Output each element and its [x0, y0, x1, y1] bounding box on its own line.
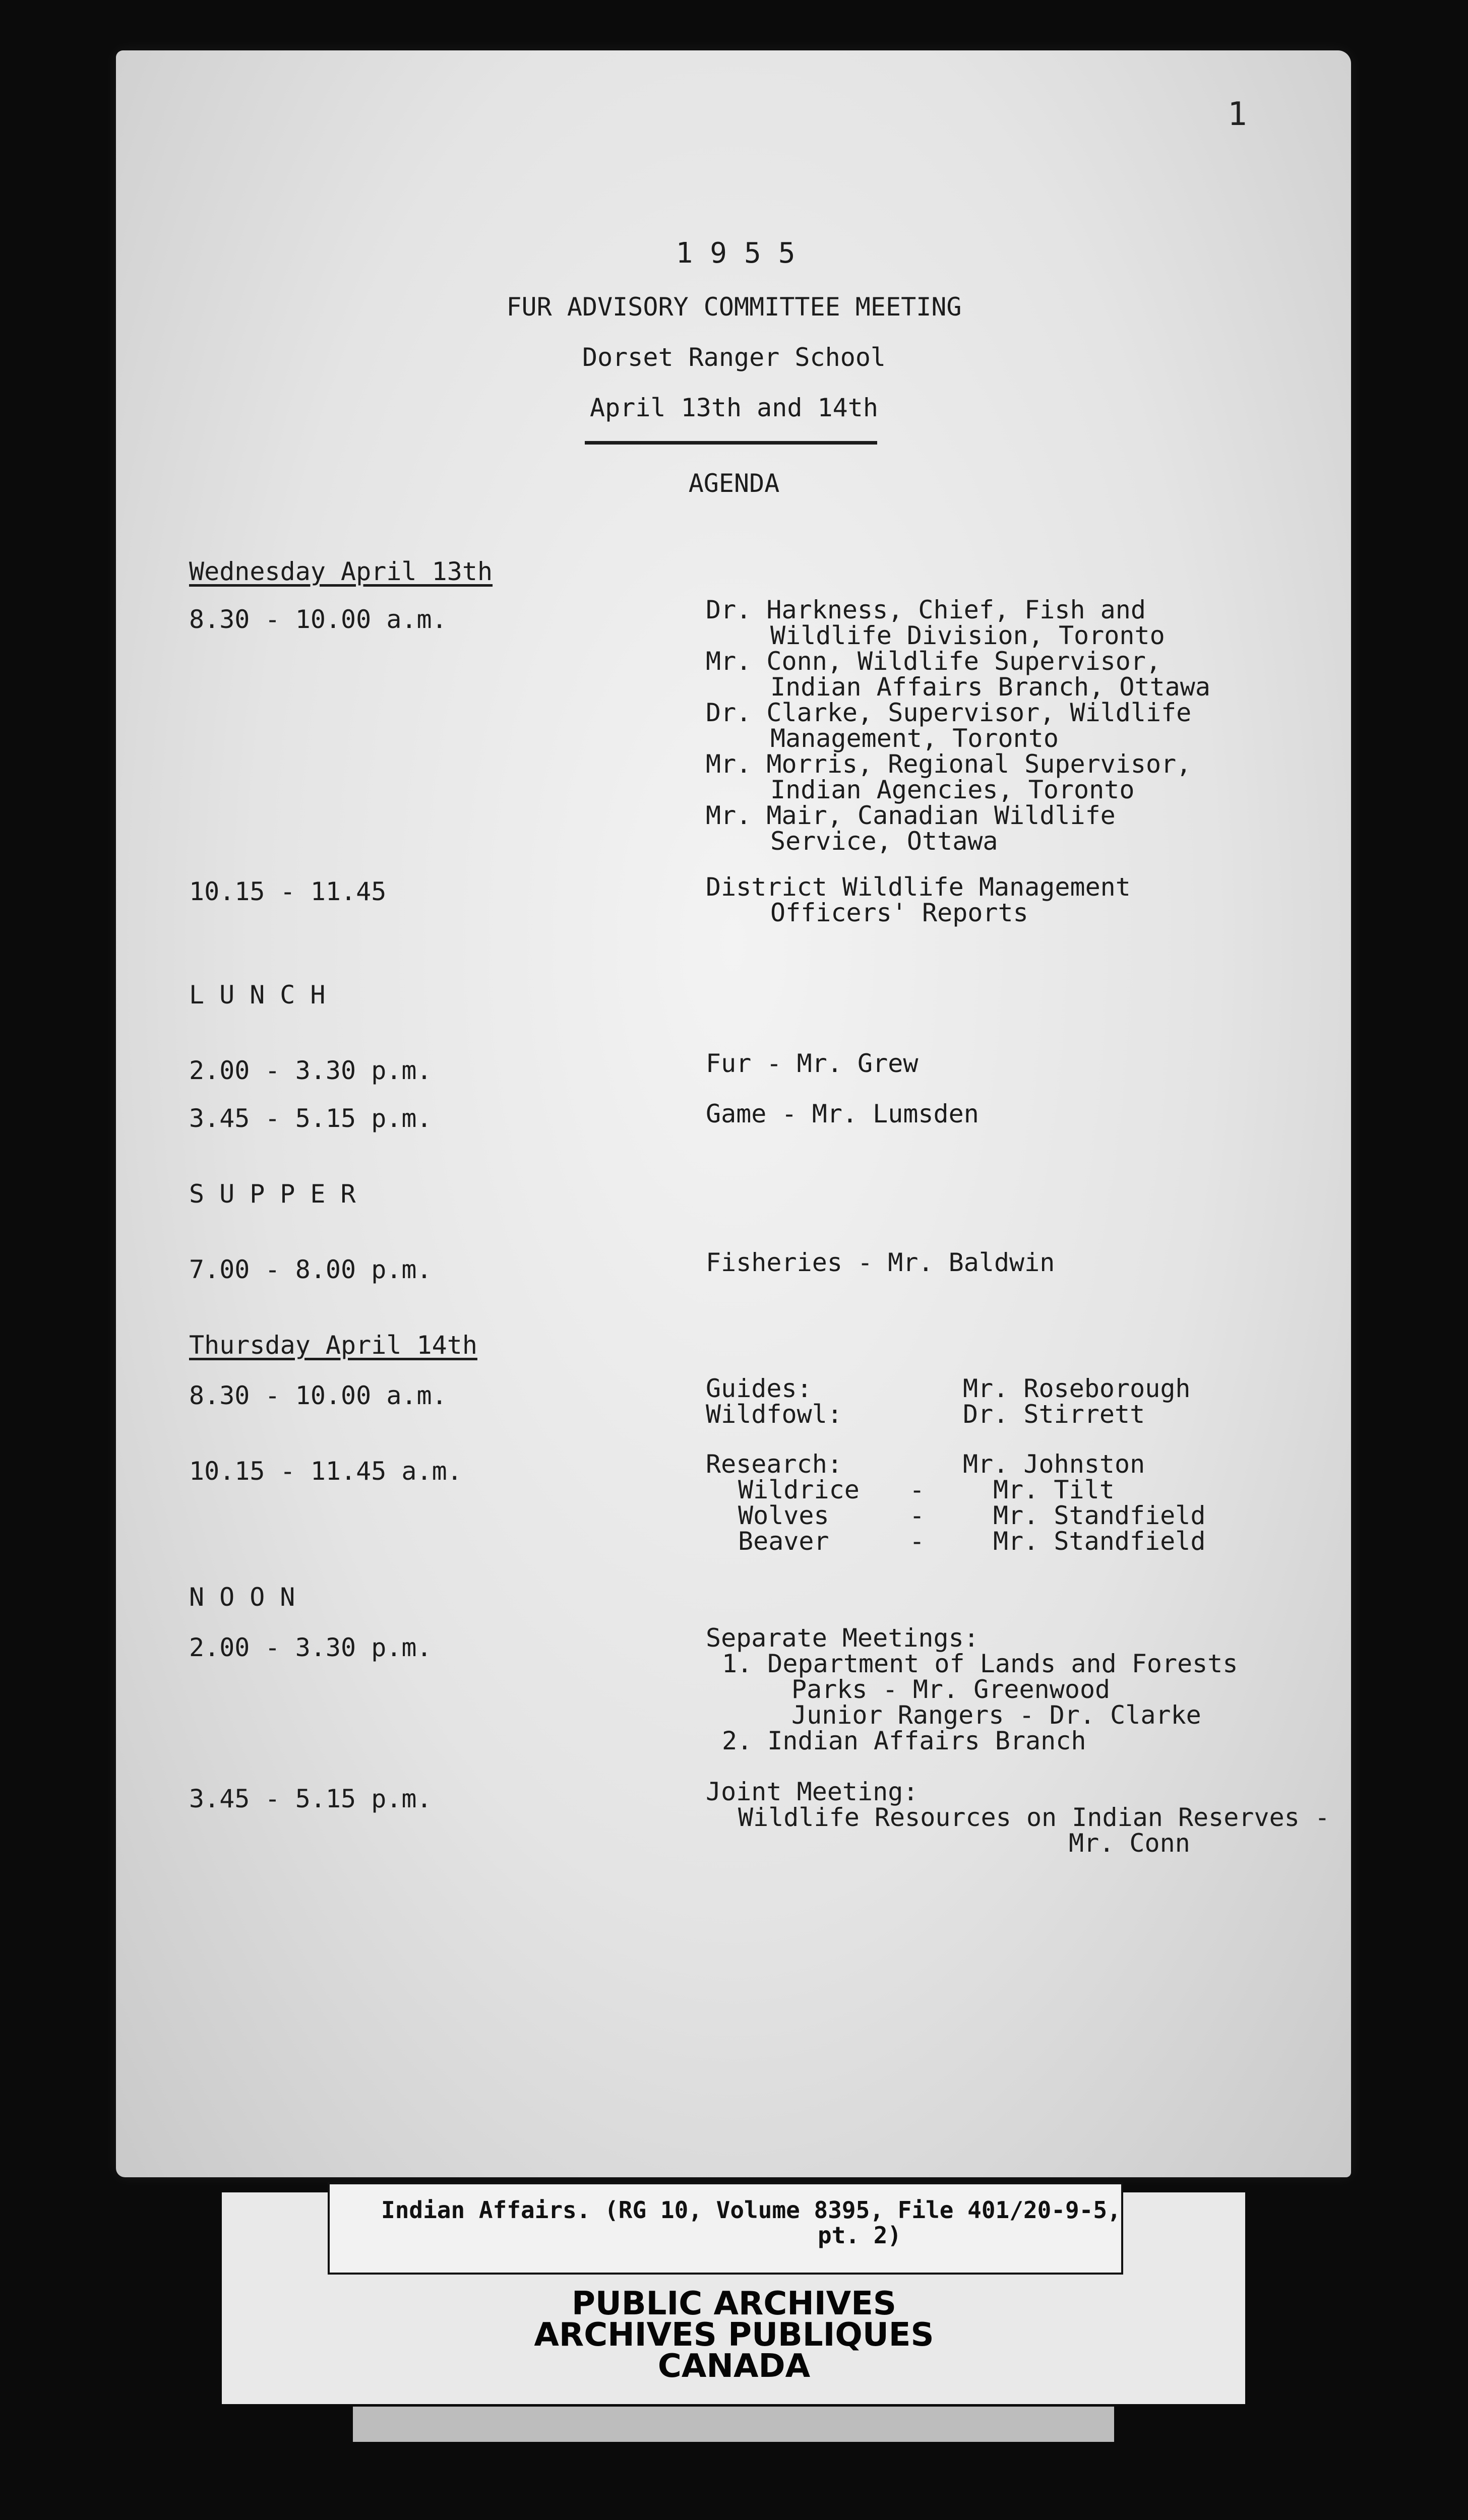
- item-label: Research:: [706, 1450, 842, 1479]
- lunch-break: LUNCH: [189, 980, 341, 1010]
- item-name: Mr. Standfield: [993, 1501, 1206, 1530]
- day2-session3-time: 2.00 - 3.30 p.m.: [189, 1633, 432, 1662]
- speaker-line: Service, Ottawa: [770, 827, 998, 856]
- day1-session2-topic: [706, 874, 1131, 926]
- day2-session1-time: 8.30 - 10.00 a.m.: [189, 1381, 447, 1410]
- speaker-line: Indian Agencies, Toronto: [770, 775, 1135, 804]
- reference-line: Indian Affairs. (RG 10, Volume 8395, File 401/20-9-5,: [381, 2196, 1121, 2224]
- day1-session3-topic: Fur - Mr. Grew: [706, 1049, 919, 1078]
- day2-session1-list: [706, 1376, 1191, 1427]
- meeting-item: 2. Indian Affairs Branch: [722, 1726, 1086, 1755]
- meeting-subitem: Junior Rangers - Dr. Clarke: [791, 1700, 1201, 1730]
- day2-session4-time: 3.45 - 5.15 p.m.: [189, 1784, 432, 1813]
- day1-session2-time: 10.15 - 11.45: [189, 877, 387, 906]
- speaker-line: Dr. Clarke, Supervisor, Wildlife: [706, 698, 1192, 727]
- meeting-item: 1. Department of Lands and Forests: [722, 1649, 1238, 1678]
- day1-session5-topic: Fisheries - Mr. Baldwin: [706, 1248, 1055, 1277]
- item-label: Guides:: [706, 1374, 812, 1403]
- meeting-subitem: Parks - Mr. Greenwood: [791, 1675, 1111, 1704]
- reference-line: pt. 2): [818, 2222, 902, 2249]
- day1-session4-time: 3.45 - 5.15 p.m.: [189, 1104, 432, 1133]
- speaker-line: Mr. Mair, Canadian Wildlife: [706, 801, 1116, 830]
- day1-session4-topic: Game - Mr. Lumsden: [706, 1099, 979, 1128]
- item-topic: Beaver: [738, 1527, 829, 1556]
- archives-stamp-line2: ARCHIVES PUBLIQUES: [534, 2316, 934, 2354]
- day2-session2-list: [706, 1452, 1205, 1554]
- meeting-subject: Wildlife Resources on Indian Reserves -: [738, 1803, 1330, 1832]
- item-name: Dr. Stirrett: [963, 1400, 1145, 1429]
- list-item: [706, 1376, 1191, 1402]
- day1-heading: Wednesday April 13th: [189, 557, 493, 586]
- item-topic: Wildrice: [738, 1475, 860, 1504]
- meeting-location: Dorset Ranger School: [582, 343, 886, 372]
- speaker-line: Dr. Harkness, Chief, Fish and: [706, 595, 1146, 624]
- list-item: [706, 1529, 1205, 1554]
- day1-session1-time: 8.30 - 10.00 a.m.: [189, 605, 447, 634]
- day2-heading: Thursday April 14th: [189, 1331, 477, 1360]
- list-item: [706, 1503, 1205, 1529]
- day2-session3-meetings: [706, 1625, 1238, 1754]
- header-rule: [585, 441, 877, 445]
- speaker-line: Wildlife Division, Toronto: [770, 621, 1165, 650]
- item-dash: -: [909, 1527, 925, 1556]
- speaker-line: Mr. Conn, Wildlife Supervisor,: [706, 647, 1161, 676]
- meeting-title: FUR ADVISORY COMMITTEE MEETING: [506, 292, 962, 322]
- item-topic: Wolves: [738, 1501, 829, 1530]
- page-number: 1: [1228, 96, 1247, 133]
- agenda-heading: AGENDA: [688, 469, 780, 498]
- meeting-title-line: Separate Meetings:: [706, 1623, 979, 1653]
- day2-session2-time: 10.15 - 11.45 a.m.: [189, 1457, 462, 1486]
- day1-session3-time: 2.00 - 3.30 p.m.: [189, 1056, 432, 1085]
- list-item: [706, 1402, 1191, 1427]
- day2-session4-meeting: [706, 1779, 1330, 1856]
- archives-stamp-line3: CANADA: [657, 2348, 811, 2385]
- item-label: Wildfowl:: [706, 1400, 842, 1429]
- meeting-speaker: Mr. Conn: [1069, 1829, 1190, 1858]
- item-name: Mr. Johnston: [963, 1450, 1145, 1479]
- item-name: Mr. Roseborough: [963, 1374, 1191, 1403]
- bottom-mount-strip: [353, 2407, 1114, 2442]
- item-dash: -: [909, 1501, 925, 1530]
- topic-line: Officers' Reports: [770, 898, 1028, 927]
- speaker-line: Indian Affairs Branch, Ottawa: [770, 672, 1210, 702]
- noon-break: NOON: [189, 1583, 311, 1612]
- archives-stamp-line1: PUBLIC ARCHIVES: [572, 2285, 896, 2322]
- day1-session1-speakers: [706, 597, 1210, 854]
- speaker-line: Mr. Morris, Regional Supervisor,: [706, 749, 1192, 779]
- topic-line: District Wildlife Management: [706, 872, 1131, 902]
- speaker-line: Management, Toronto: [770, 724, 1059, 753]
- meeting-title-line: Joint Meeting:: [706, 1777, 919, 1806]
- meeting-dates: April 13th and 14th: [590, 393, 878, 422]
- item-dash: -: [909, 1475, 925, 1504]
- day1-session5-time: 7.00 - 8.00 p.m.: [189, 1255, 432, 1284]
- item-name: Mr. Standfield: [993, 1527, 1206, 1556]
- supper-break: SUPPER: [189, 1179, 371, 1209]
- archive-reference: [381, 2197, 1121, 2248]
- list-item: [706, 1452, 1205, 1477]
- list-item: [706, 1477, 1205, 1503]
- meeting-year: 1955: [676, 237, 813, 270]
- item-name: Mr. Tilt: [993, 1475, 1115, 1504]
